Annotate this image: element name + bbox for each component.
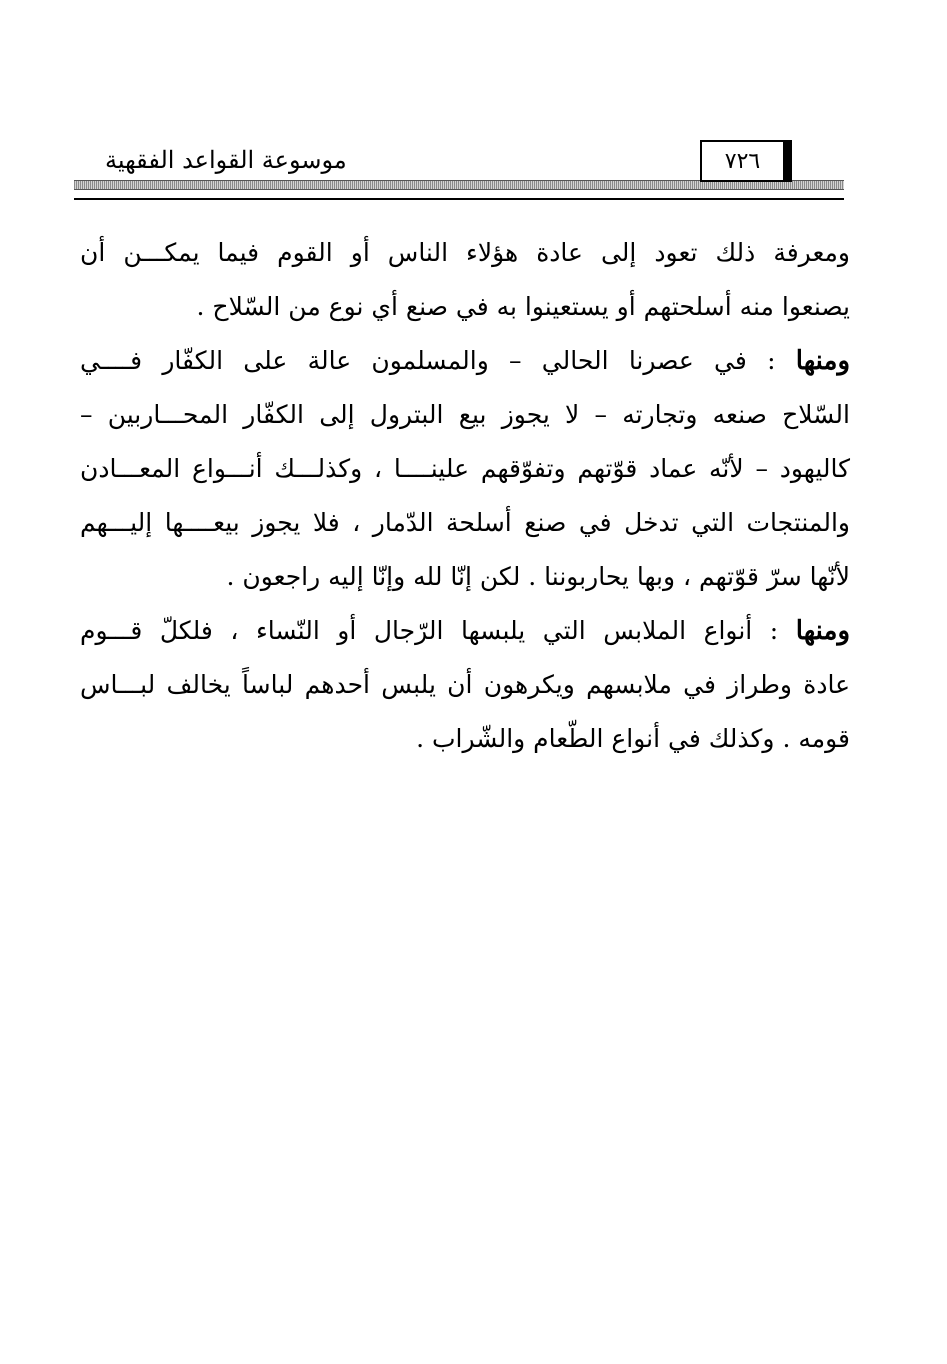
text-line: قومه . وكذلك في أنواع الطّعام والشّراب . bbox=[416, 724, 850, 753]
text-line: يصنعوا منه أسلحتهم أو يستعينوا به في صنع أي نوع من السّلاح . bbox=[196, 292, 850, 321]
text-line: والمنتجات التي تدخل في صنع أسلحة الدّمار ، فلا يجوز بيعــــها إليـــهم bbox=[80, 508, 850, 537]
text-line: السّلاح صنعه وتجارته – لا يجوز بيع البترول إلى الكفّار المحـــاربين – bbox=[80, 400, 850, 429]
paragraph-lead: ومنها bbox=[795, 616, 850, 646]
header-rule-line bbox=[74, 198, 844, 200]
text-line-rest: : في عصرنا الحالي – والمسلمون عالة على الكفّار فــــي bbox=[80, 346, 796, 375]
text-line: عادة وطراز في ملابسهم ويكرهون أن يلبس أحدهم لباساً يخالف لبـــاس bbox=[80, 670, 850, 699]
text-line: لأنّها سرّ قوّتهم ، وبها يحاربوننا . لكن إنّا لله وإنّا إليه راجعون . bbox=[226, 562, 850, 591]
paragraph-lead: ومنها bbox=[795, 346, 850, 376]
text-line: كاليهود – لأنّه عماد قوّتهم وتفوّقهم علينــــا ، وكذلـــك أنـــواع المعـــادن bbox=[80, 454, 850, 483]
body-text bbox=[80, 226, 850, 766]
page-number: ٧٢٦ bbox=[700, 140, 792, 182]
page-header bbox=[70, 140, 845, 196]
text-line bbox=[80, 604, 850, 658]
running-title: موسوعة القواعد الفقهية bbox=[105, 146, 347, 174]
text-line: ومعرفة ذلك تعود إلى عادة هؤلاء الناس أو القوم فيما يمكـــن أن bbox=[80, 238, 850, 267]
text-line-rest: : أنواع الملابس التي يلبسها الرّجال أو النّساء ، فلكلّ قـــوم bbox=[80, 616, 796, 645]
text-line bbox=[80, 334, 850, 388]
